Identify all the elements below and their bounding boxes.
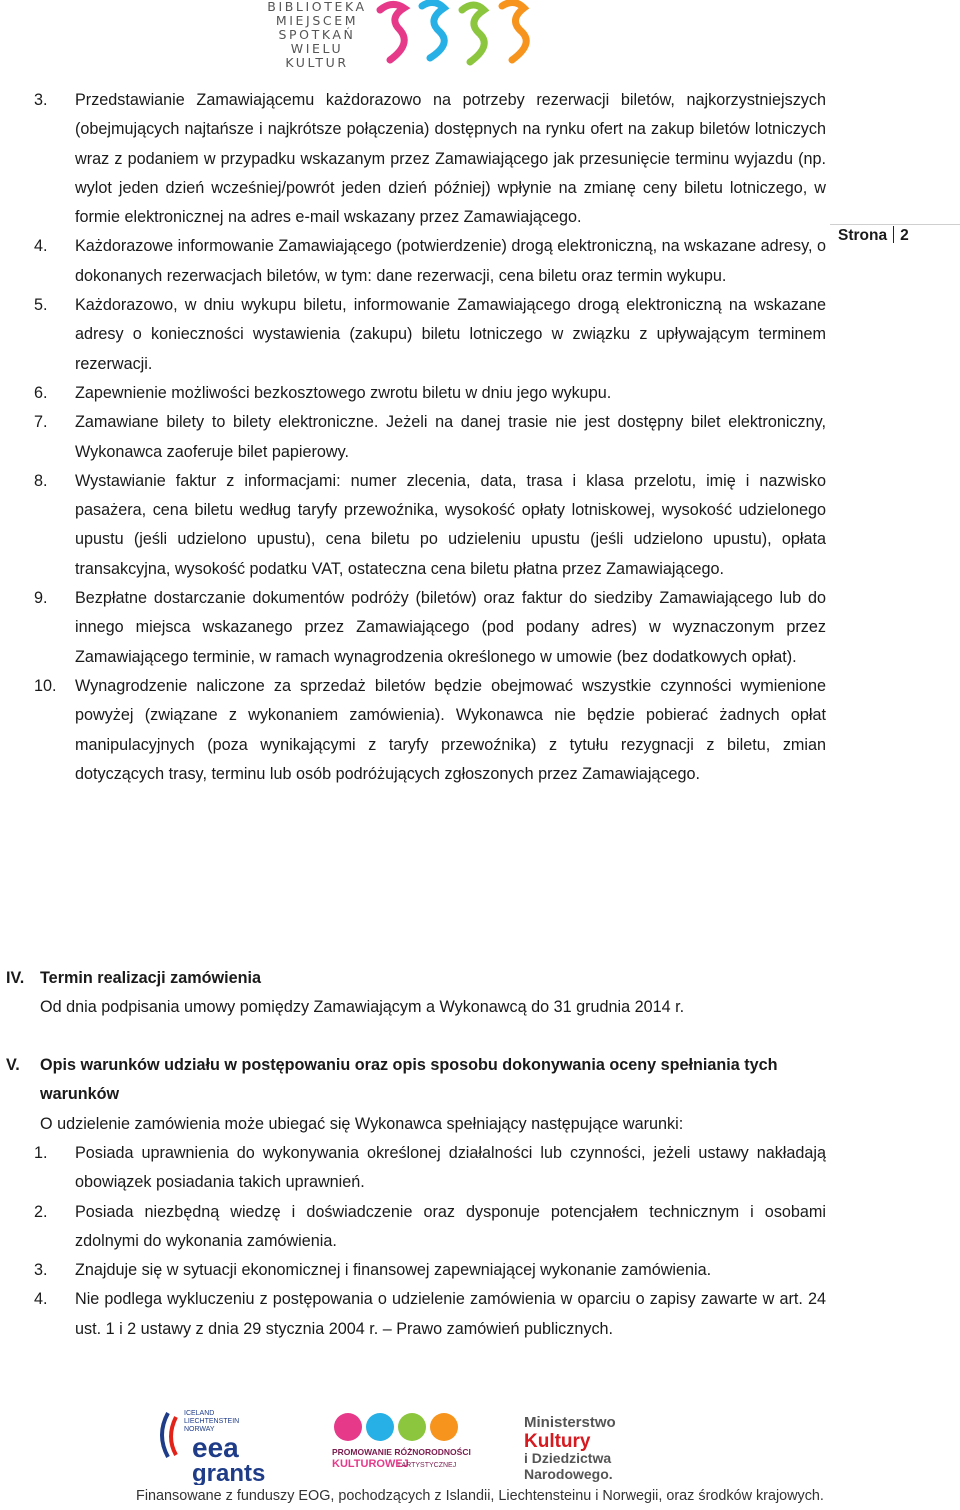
section-heading: Opis warunków udziału w postępowaniu oraz opis sposobu dokonywania oceny spełniania tych warunków [40, 1056, 778, 1104]
library-logo [262, 0, 540, 72]
list-item [34, 1285, 826, 1344]
section-body: Od dnia podpisania umowy pomiędzy Zamawiającym a Wykonawcą do 31 grudnia 2014 r. [40, 998, 685, 1017]
list-item-text: Przedstawianie Zamawiającemu każdorazowo na potrzeby rezerwacji biletów, najkorzystniejszych (obejmujących najtańsze i najkrótsze połączenia) dostępnych na rynku ofert na zakup biletów lotniczych wraz z podaniem w przypadku wskazanym przez Zamawiającego jak przesunięcie terminu wyjazdu (np. wylot jeden dzień wcześniej/powrót jeden dzień później) wpłynie na zmianę ceny biletu lotniczego, w formie elektronicznej na adres e-mail wskazany przez Zamawiającego. [75, 91, 826, 227]
logo-line: MIEJSCEM [275, 13, 359, 28]
service-requirements-list [34, 86, 826, 789]
section-heading: Termin realizacji zamówienia [40, 969, 262, 987]
page-label-prefix: Strona [838, 227, 888, 244]
funding-logos-graphic [150, 1405, 670, 1485]
list-item [34, 1198, 826, 1257]
logo-line: WIELU [290, 41, 344, 56]
list-item-text: Posiada uprawnienia do wykonywania określonej działalności lub czynności, jeżeli ustawy nakładają obowiązek posiadania takich uprawnień. [75, 1144, 826, 1192]
list-item-text: Zapewnienie możliwości bezkosztowego zwrotu biletu w dniu jego wykupu. [75, 383, 612, 402]
list-item-number: 4. [34, 237, 48, 256]
list-item-number: 10. [34, 676, 57, 695]
logo-shapes-icon [374, 0, 540, 72]
list-item-number: 9. [34, 589, 48, 608]
list-item-text: Nie podlega wykluczeniu z postępowania o udzielenie zamówienia w oparciu o zapisy zawarte w art. 24 ust. 1 i 2 ustawy z dnia 29 stycznia 2004 r. – Prawo zamówień publicznych. [75, 1290, 826, 1338]
list-item-text: Zamawiane bilety to bilety elektroniczne. Jeżeli na danej trasie nie jest dostępny bilet elektroniczny, Wykonawca zaoferuje bilet papierowy. [75, 413, 826, 461]
funding-statement: Finansowane z funduszy EOG, pochodzących z Islandii, Liechtensteinu i Norwegii, oraz środków krajowych. [136, 1488, 824, 1504]
list-item [34, 86, 826, 232]
list-item-number: 1. [34, 1144, 48, 1162]
list-item-number: 6. [34, 383, 48, 402]
promo-line: PROMOWANIE RÓŻNORODNOŚCI [332, 1447, 471, 1457]
list-item [34, 467, 826, 584]
promo-line: KULTUROWEJ [332, 1458, 409, 1470]
page-label-divider [893, 226, 894, 243]
list-item-number: 7. [34, 413, 48, 432]
eea-word: eea [192, 1432, 239, 1463]
list-item [34, 232, 826, 291]
list-item-text: Wystawianie faktur z informacjami: numer zlecenia, data, trasa i klasa przelotu, imię i nazwisko pasażera, cena biletu według taryfy przewoźnika, wysokość opłaty lotniskowej, wysokość udzielonego upustu (jeśli udzielono upustu), cena biletu po udzieleniu upustu (jeśli udzielono upustu), opłata transakcyjna, wysokość podatku VAT, ostateczna cena biletu płatna przez Zamawiającego. [75, 471, 826, 578]
section-deadline [6, 964, 832, 1023]
eea-grants-logo [162, 1410, 265, 1485]
list-item-number: 3. [34, 1261, 48, 1280]
list-item [34, 291, 826, 379]
list-item-text: Każdorazowo, w dniu wykupu biletu, informowanie Zamawiającego drogą elektroniczną na wskazane adresy o konieczności wystawienia (zakupu) biletu lotniczego w związku z upływającym terminem rezerwacji. [75, 296, 826, 373]
list-item-text: Wynagrodzenie naliczone za sprzedaż biletów będzie obejmować wszystkie czynności wymienione powyżej (związane z wykonaniem zamówienia). Wykonawca nie będzie pobierać żadnych opłat manipulacyjnych (poza wynikającymi z taryfy przewoźnika) z tytułu rezygnacji z biletu, zmian dotyczących trasy, terminu lub osób podróżujących zgłoszonych przez Zamawiającego. [75, 676, 826, 783]
list-item-number: 3. [34, 91, 48, 109]
ministry-line: Narodowego. [524, 1466, 613, 1482]
ministry-line: Ministerstwo [524, 1414, 616, 1431]
logo-line: BIBLIOTEKA [267, 0, 367, 14]
ministry-line: Kultury [524, 1431, 591, 1452]
section-conditions [6, 1051, 832, 1139]
list-item [34, 1256, 826, 1285]
list-item [34, 1139, 826, 1198]
section-body: O udzielenie zamówienia może ubiegać się Wykonawca spełniający następujące warunki: [40, 1114, 684, 1133]
list-item-number: 4. [34, 1290, 48, 1309]
promo-line: I ARTYSTYCZNEJ [398, 1462, 457, 1469]
conditions-list [34, 1139, 826, 1344]
section-number: IV. [6, 969, 25, 987]
eea-country: NORWAY [184, 1426, 215, 1433]
list-item [34, 379, 826, 408]
list-item [34, 672, 826, 789]
cultural-diversity-logo [332, 1413, 471, 1470]
eea-country: ICELAND [184, 1410, 215, 1417]
list-item [34, 584, 826, 672]
funding-logos [150, 1405, 670, 1485]
logo-line: KULTUR [285, 55, 349, 70]
list-item [34, 408, 826, 467]
ministry-logo [524, 1414, 616, 1482]
ministry-line: i Dziedzictwa [524, 1450, 612, 1466]
eea-country: LIECHTENSTEIN [184, 1418, 240, 1425]
page-number-label [838, 226, 909, 245]
grants-word: grants [192, 1460, 266, 1485]
section-number: V. [6, 1056, 20, 1074]
list-item-text: Posiada niezbędną wiedzę i doświadczenie oraz dysponuje potencjałem technicznym i osobami zdolnymi do wykonania zamówienia. [75, 1202, 826, 1250]
page-label-rule [830, 224, 960, 225]
list-item-text: Znajduje się w sytuacji ekonomicznej i finansowej zapewniającej wykonanie zamówienia. [75, 1261, 712, 1280]
page-label-number: 2 [900, 227, 909, 244]
list-item-number: 5. [34, 296, 48, 315]
list-item-text: Bezpłatne dostarczanie dokumentów podróży (biletów) oraz faktur do siedziby Zamawiającego lub do innego miejsca wskazanego przez Zamawiającego (pod podany adres) w wyznaczonym przez Zamawiającego terminie, w ramach wynagrodzenia określonego w umowie (bez dodatkowych opłat). [75, 589, 826, 666]
library-logo-text [262, 0, 372, 70]
list-item-number: 8. [34, 471, 48, 490]
list-item-number: 2. [34, 1202, 48, 1221]
list-item-text: Każdorazowe informowanie Zamawiającego (potwierdzenie) drogą elektroniczną, na wskazane adresy, o dokonanych rezerwacjach biletów, w tym: dane rezerwacji, cena biletu oraz termin wykupu. [75, 237, 827, 285]
logo-line: SPOTKAŃ [278, 27, 356, 42]
